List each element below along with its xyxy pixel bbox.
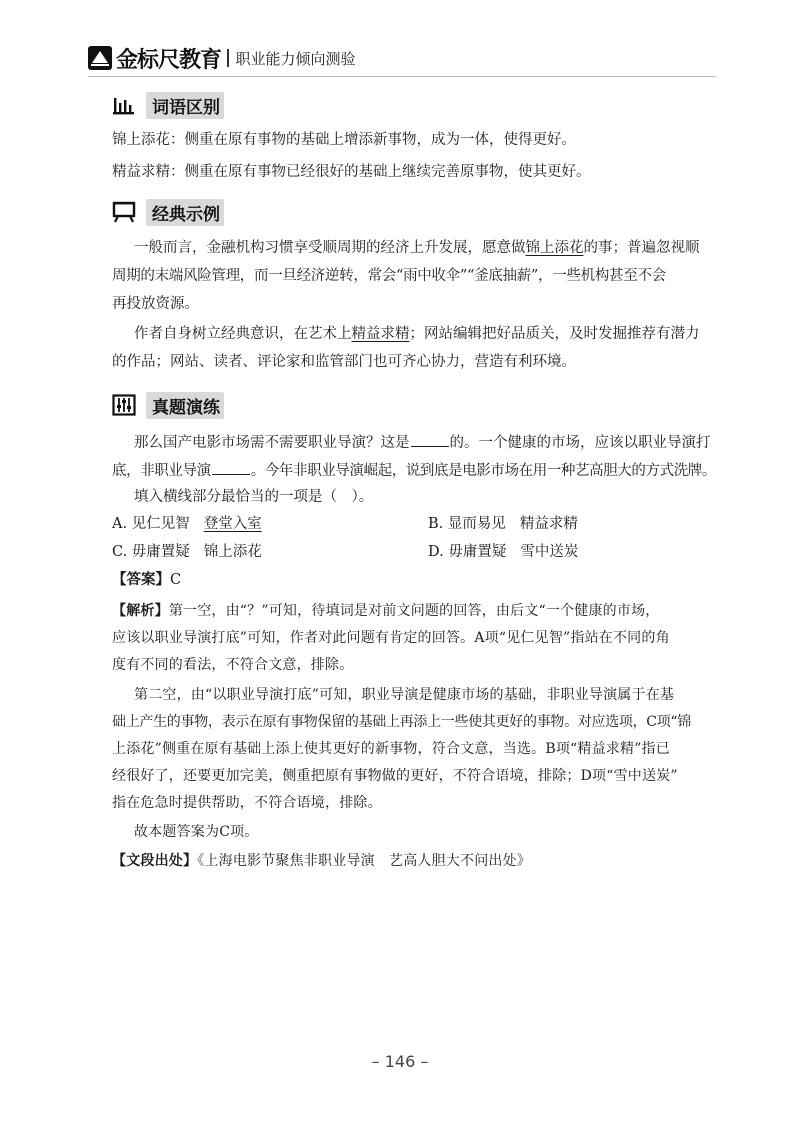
text-segment: 那么国产电影市场需不需要职业导演？这是 xyxy=(134,435,410,451)
option-word: 登堂入室 xyxy=(203,516,262,532)
source-text: 《上海电影节聚焦非职业导演 艺高人胆大不问出处》 xyxy=(197,853,532,869)
answer-blank-1 xyxy=(411,432,449,447)
option-b xyxy=(428,514,578,534)
bar-chart-icon xyxy=(112,94,136,116)
option-word: 精益求精 xyxy=(519,516,578,532)
option-word: 雪中送炭 xyxy=(520,544,579,560)
text-segment: 。今年非职业导演崛起，说到底是电影市场在用一种艺高胆大的方式洗牌。 xyxy=(250,463,717,479)
underlined-term: 锦上添花 xyxy=(525,240,584,256)
answer-line xyxy=(112,570,181,590)
header-divider xyxy=(227,49,229,67)
text-segment: 一般而言，金融机构习惯享受顺周期的经济上升发展，愿意做 xyxy=(134,240,526,256)
option-label: D. 毋庸置疑 xyxy=(428,544,507,560)
distinction-line-1: 锦上添花：侧重在原有事物的基础上增添新事物，成为一体，使得更好。 xyxy=(112,132,576,148)
example-2-line-1 xyxy=(134,324,700,344)
section-title-text: 经典示例 xyxy=(146,199,224,226)
header-subtitle: 职业能力倾向测验 xyxy=(235,49,356,68)
example-1-line-3: 再投放资源。 xyxy=(112,296,199,312)
option-a xyxy=(112,514,262,534)
answer-value: C xyxy=(170,572,182,588)
option-d xyxy=(428,542,578,562)
text-segment: 底，非职业导演 xyxy=(112,463,211,479)
analysis-tag: 【解析】 xyxy=(112,603,169,619)
analysis-line-4: 第二空，由“以职业导演打底”可知，职业导演是健康市场的基础，非职业导演属于在基 xyxy=(134,687,675,703)
sliders-icon xyxy=(112,394,136,416)
header-rule xyxy=(88,76,716,77)
option-label: C. 毋庸置疑 xyxy=(112,544,190,560)
section-title-text: 真题演练 xyxy=(146,392,224,419)
analysis-line-7: 经很好了，还要更加完美，侧重把原有事物做的更好，不符合语境，排除；D项“雪中送炭” xyxy=(112,768,678,784)
section-title-practice xyxy=(112,392,224,418)
option-word: 锦上添花 xyxy=(203,544,262,560)
answer-blank-2 xyxy=(212,460,250,475)
example-1-line-1 xyxy=(134,238,700,258)
analysis-line-1 xyxy=(112,601,659,621)
analysis-line-5: 础上产生的事物，表示在原有事物保留的基础上再添上一些使其更好的事物。对应选项，C项“锦 xyxy=(112,714,691,730)
option-label: B. 显而易见 xyxy=(428,516,506,532)
text-segment: 第一空，由“？”可知，待填词是对前文问题的回答，由后文“一个健康的市场， xyxy=(168,603,660,619)
text-segment: ；网站编辑把好品质关，及时发掘推荐有潜力 xyxy=(409,326,700,342)
example-1-line-2: 周期的末端风险管理，而一旦经济逆转，常会“雨中收伞”“釜底抽薪”，一些机构甚至不会 xyxy=(112,268,666,284)
option-c xyxy=(112,542,262,562)
text-segment: 的事；普遍忽视顺 xyxy=(583,240,700,256)
option-label: A. 见仁见智 xyxy=(112,516,190,532)
source-tag: 【文段出处】 xyxy=(112,853,198,869)
question-line-2 xyxy=(112,460,716,481)
example-2-line-2: 的作品；网站、读者、评论家和监管部门也可齐心协力，营造有利环境。 xyxy=(112,354,576,370)
distinction-line-2: 精益求精：侧重在原有事物已经很好的基础上继续完善原事物，使其更好。 xyxy=(112,164,591,180)
text-segment: 的。一个健康的市场，应该以职业导演打 xyxy=(449,435,711,451)
logo-text: 金标尺教育 xyxy=(116,47,222,73)
underlined-term: 精益求精 xyxy=(351,326,410,342)
page-number: – 146 – xyxy=(371,1052,429,1071)
analysis-line-2: 应该以职业导演打底”可知，作者对此问题有肯定的回答。A项“见仁见智”指站在不同的角 xyxy=(112,630,670,646)
answer-tag: 【答案】 xyxy=(112,572,170,588)
text-segment: 作者自身树立经典意识，在艺术上 xyxy=(134,326,352,342)
analysis-line-3: 度有不同的看法，不符合文意，排除。 xyxy=(112,657,354,673)
source-line xyxy=(112,851,531,871)
question-line-1 xyxy=(134,432,711,453)
question-prompt: 填入横线部分最恰当的一项是（ ）。 xyxy=(134,489,374,505)
section-title-text: 词语区别 xyxy=(146,92,224,119)
logo-icon xyxy=(88,46,112,70)
analysis-line-6: 上添花”侧重在原有基础上添上使其更好的新事物，符合文意，当选。B项“精益求精”指已 xyxy=(112,741,670,757)
section-title-examples xyxy=(112,199,224,225)
board-icon xyxy=(112,201,136,223)
analysis-line-8: 指在危急时提供帮助，不符合语境，排除。 xyxy=(112,795,382,811)
section-title-distinction xyxy=(112,92,224,118)
page-header xyxy=(88,44,356,72)
conclusion-line: 故本题答案为C项。 xyxy=(134,824,259,840)
